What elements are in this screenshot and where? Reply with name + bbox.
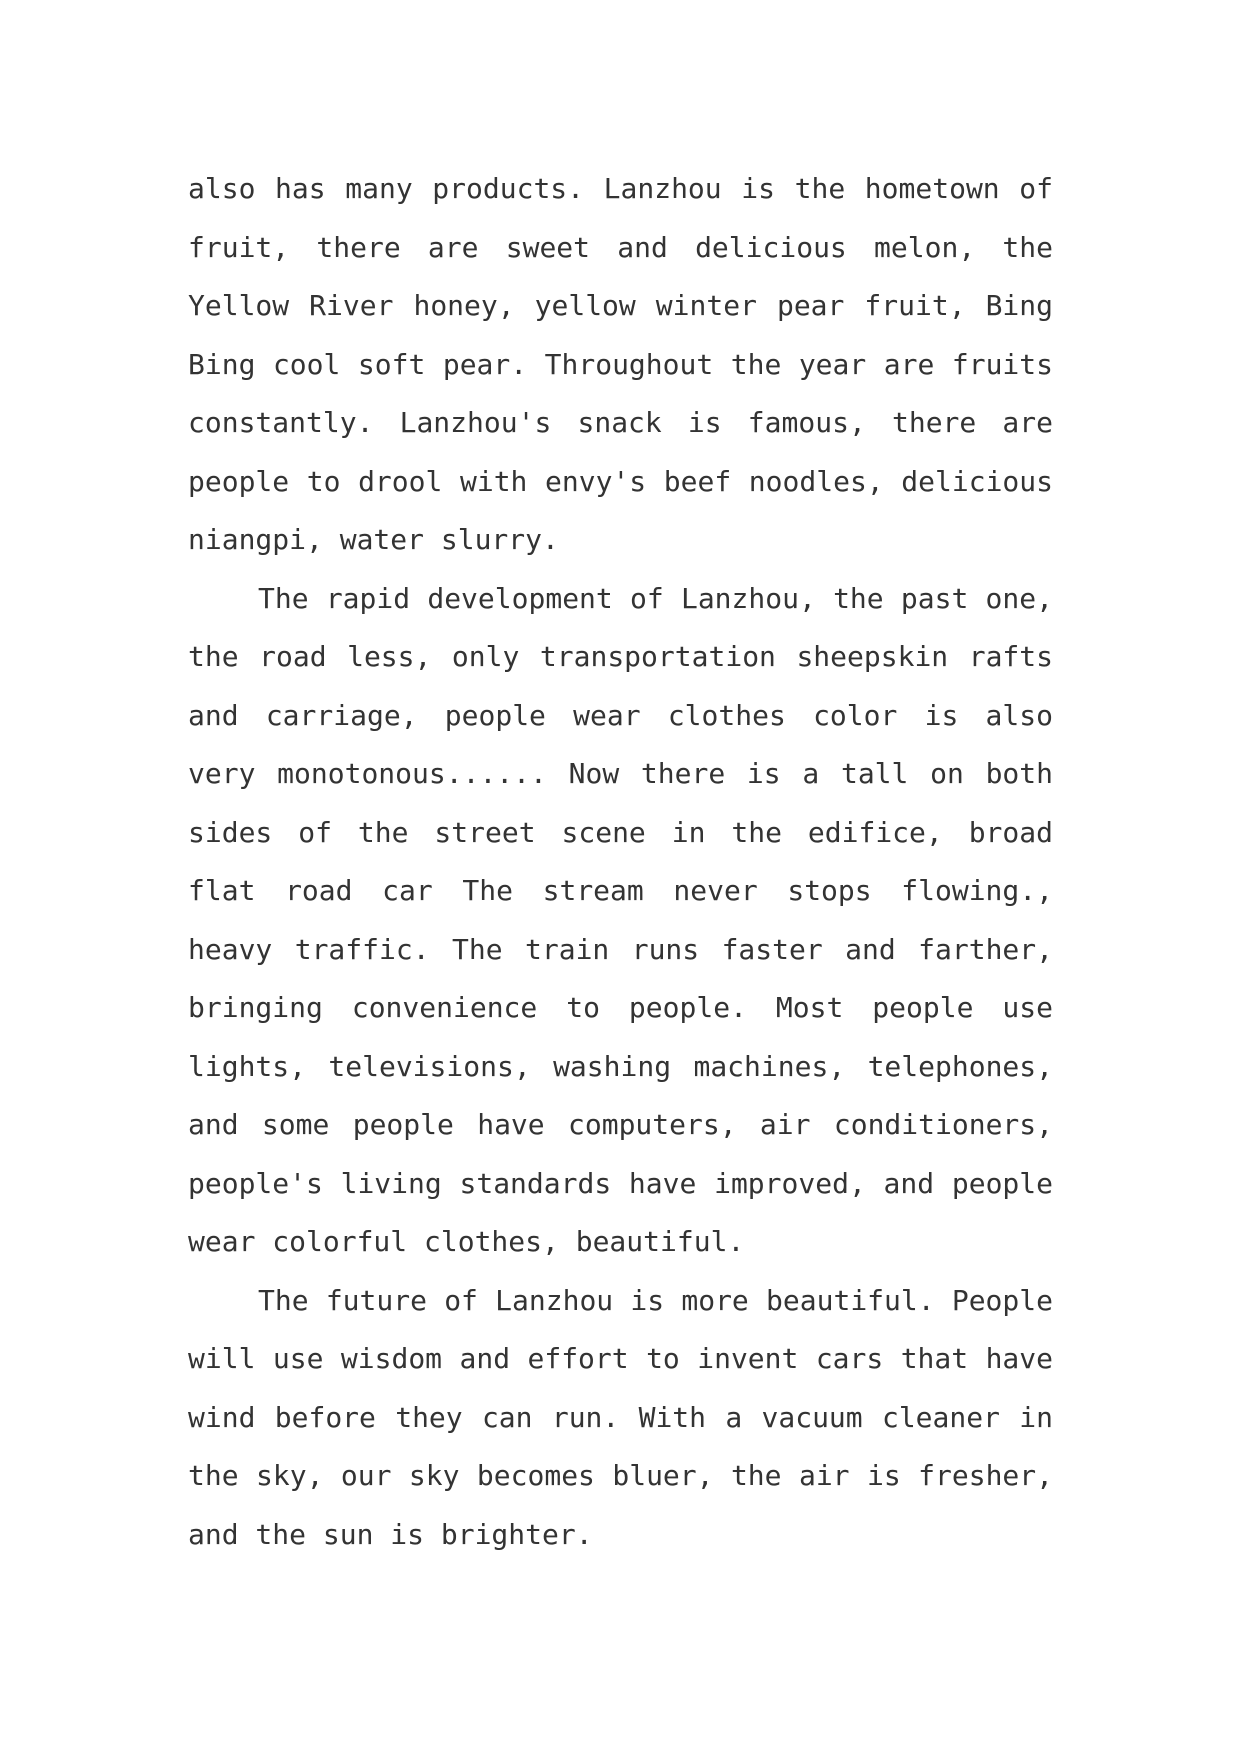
paragraph-products: also has many products. Lanzhou is the hometown of fruit, there are sweet and delicious melon, the Yellow River honey, yellow winter pear fruit, Bing Bing cool soft pear. Throughout the year are fruits constantly. Lanzhou's snack is famous, there are people to drool with envy's beef noodles, delicious niangpi, water slurry.: [188, 172, 1053, 556]
paragraph-future: The future of Lanzhou is more beautiful. People will use wisdom and effort to invent cars that have wind before they can run. With a vacuum cleaner in the sky, our sky becomes bluer, the air is fresher, and the sun is brighter.: [188, 1283, 1053, 1551]
paragraph-development: The rapid development of Lanzhou, the past one, the road less, only transportation sheepskin rafts and carriage, people wear clothes color is also very monotonous...... Now there is a tall on both sides of the street scene in the edifice, broad flat road car The stream never stops flowing., heavy traffic. The train runs faster and farther, bringing convenience to people. Most people use lights, televisions, washing machines, telephones, and some people have computers, air conditioners, people's living standards have improved, and people wear colorful clothes, beautiful.: [188, 581, 1053, 1258]
document-page: [188, 160, 1053, 1564]
